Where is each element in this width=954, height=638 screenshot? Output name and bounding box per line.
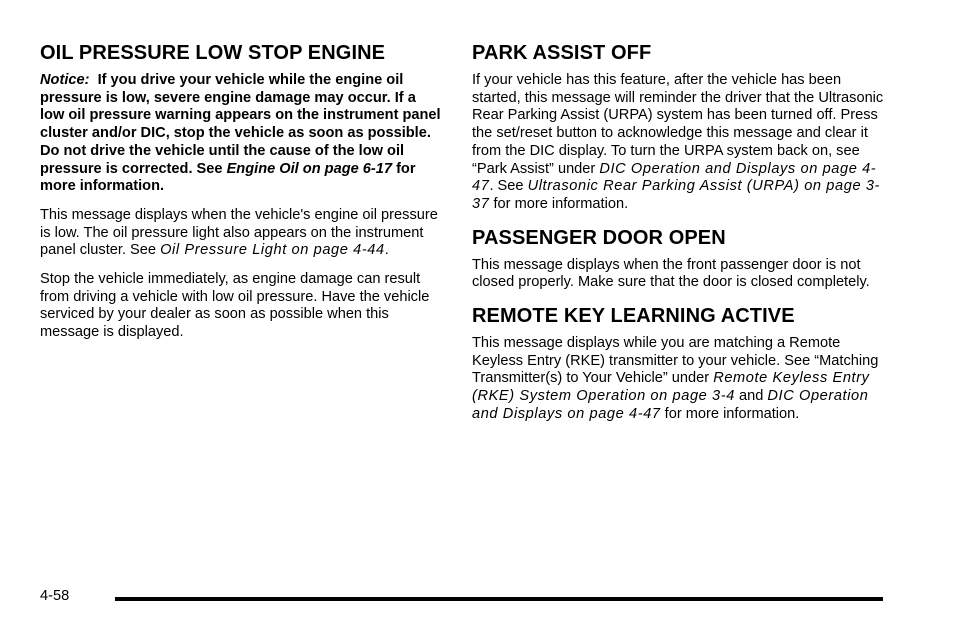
left-column — [40, 41, 444, 353]
right-column — [472, 41, 884, 435]
notice-text-end: for more information. — [40, 160, 416, 195]
dic-operation-reference-2: DIC Operation and Displays on page 4-47 — [472, 388, 869, 422]
passenger-door-paragraph: This message displays when the front passenger door is not closed properly. Make sure that the door is closed completely. — [472, 256, 870, 291]
footer-rule — [115, 597, 883, 601]
passenger-door-heading: PASSENGER DOOR OPEN — [472, 226, 726, 249]
remote-key-paragraph: This message displays while you are matching a Remote Keyless Entry (RKE) transmitter to your vehicle. See “Matching Transmitter(s) to Your Vehicle” under Remote Keyless Entry (RKE) System Operation on page 3-4 and DIC Operation and Displays on page 4-47 for more information. — [472, 335, 879, 422]
notice-label: Notice: — [40, 72, 90, 88]
oil-pressure-paragraph: This message displays when the vehicle's engine oil pressure is low. The oil pressure light also appears on the instrument panel cluster. See Oil Pressure Light on page 4-44. — [40, 206, 438, 259]
page-number: 4-58 — [40, 588, 70, 604]
engine-oil-reference: Engine Oil on page 6-17 — [226, 160, 393, 177]
dic-operation-reference: DIC Operation and Displays on page 4-47 — [472, 160, 877, 195]
rke-reference: Remote Keyless Entry (RKE) System Operation on page 3-4 — [472, 370, 870, 405]
stop-vehicle-paragraph: Stop the vehicle immediately, as engine damage can result from driving a vehicle with low oil pressure. Have the vehicle serviced by your dealer as soon as possible when this message is displayed. — [40, 271, 430, 341]
urpa-reference: Ultrasonic Rear Parking Assist (URPA) on page 3-37 — [472, 178, 880, 212]
park-assist-paragraph: If your vehicle has this feature, after the vehicle has been started, this message will reminder the driver that the Ultrasonic Rear Parking Assist (URPA) system has been turned off. Press the set/reset button to acknowledge this message and clear it from the DIC display. To turn the URPA system back on, see “Park Assist” under DIC Operation and Displays on page 4-47. See Ultrasonic Rear Parking Assist (URPA) on page 3-37 for more information. — [472, 72, 884, 212]
oil-pressure-light-reference: Oil Pressure Light on page 4-44 — [160, 242, 385, 259]
notice-text: If you drive your vehicle while the engine oil pressure is low, severe engine damage may occur. If a low oil pressure warning appears on the instrument panel cluster and/or DIC, stop the vehicle as soon as possible. Do not drive the vehicle until the cause of the low oil pressure is corrected. See — [40, 72, 441, 177]
park-assist-heading: PARK ASSIST OFF — [472, 42, 652, 64]
remote-key-heading: REMOTE KEY LEARNING ACTIVE — [472, 305, 795, 328]
oil-pressure-heading: OIL PRESSURE LOW STOP ENGINE — [40, 42, 386, 64]
notice-paragraph — [40, 72, 444, 196]
